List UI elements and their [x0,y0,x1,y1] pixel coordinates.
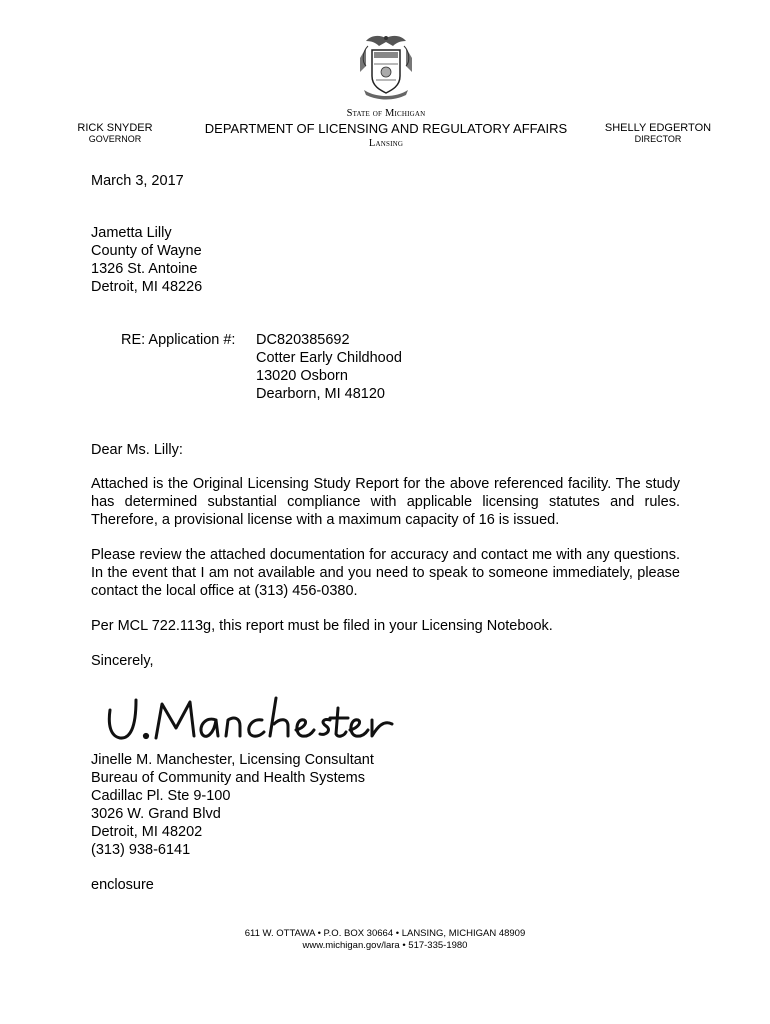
letter-date: March 3, 2017 [91,173,184,189]
footer-address [150,928,620,952]
recipient-address [91,224,202,296]
footer-line: www.michigan.gov/lara • 517-335-1980 [302,940,468,951]
re-label: RE: Application #: [121,332,236,348]
footer-line: 611 W. OTTAWA • P.O. BOX 30664 • LANSING, MICHIGAN 48909 [244,928,526,939]
director-title: DIRECTOR [634,134,682,144]
governor-title: GOVERNOR [88,134,142,144]
closing: Sincerely, [91,653,154,669]
sender-line: Cadillac Pl. Ste 9-100 [91,788,231,804]
re-line: 13020 Osborn [256,368,348,384]
sender-block [91,751,374,859]
letterhead [190,107,582,151]
enclosure-note: enclosure [91,877,154,893]
governor-block [60,122,170,145]
recipient-line: County of Wayne [91,243,202,259]
recipient-line: Detroit, MI 48226 [91,279,203,295]
sender-line: 3026 W. Grand Blvd [91,806,221,822]
re-line: Dearborn, MI 48120 [256,386,385,402]
recipient-line: 1326 St. Antoine [91,261,198,277]
re-details [256,331,402,403]
director-block [598,122,718,145]
body-paragraph: Per MCL 722.113g, this report must be filed in your Licensing Notebook. [91,618,553,634]
sender-line: Bureau of Community and Health Systems [91,770,366,786]
sender-line: (313) 938-6141 [91,842,191,858]
re-line: DC820385692 [256,332,350,348]
recipient-line: Jametta Lilly [91,225,172,241]
director-name: SHELLY EDGERTON [604,122,712,134]
department-name: DEPARTMENT OF LICENSING AND REGULATORY AFFAIRS [204,121,568,136]
sender-line: Jinelle M. Manchester, Licensing Consultant [91,752,374,768]
state-seal-icon [352,32,420,102]
re-line: Cotter Early Childhood [256,350,402,366]
body-paragraph: Attached is the Original Licensing Study Report for the above referenced facility. The study has determined substantial compliance with applicable licensing statutes and rules. Therefore, a provisional license with a maximum capacity of 16 is issued. [91,476,680,528]
signature-image [92,690,402,746]
state-name: State of Michigan [346,108,426,119]
city-name: Lansing [368,138,404,149]
body-paragraph: Please review the attached documentation for accuracy and contact me with any questions. In the event that I am not available and you need to speak to someone immediately, please contact the local office at (313) 456-0380. [91,547,680,599]
salutation: Dear Ms. Lilly: [91,442,183,458]
governor-name: RICK SNYDER [77,122,153,134]
sender-line: Detroit, MI 48202 [91,824,203,840]
